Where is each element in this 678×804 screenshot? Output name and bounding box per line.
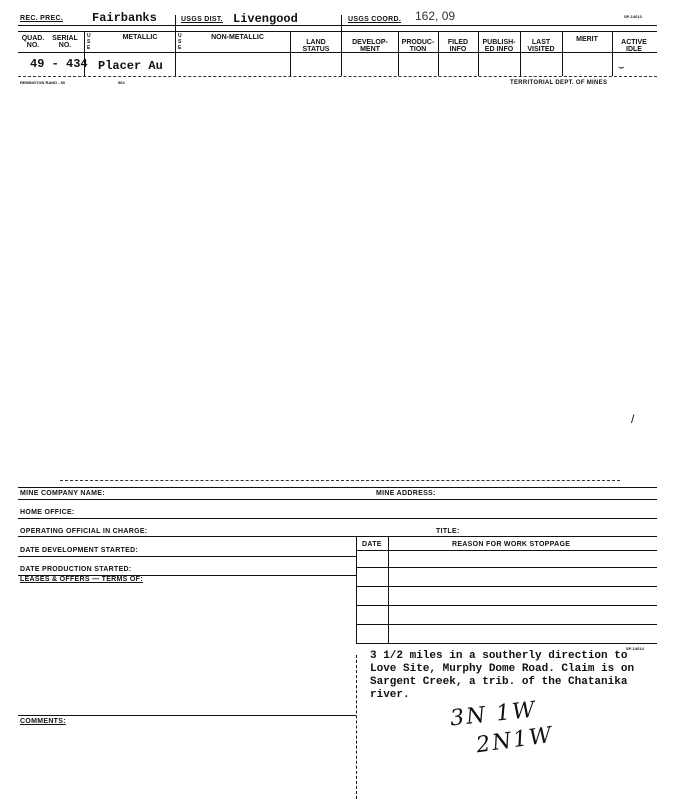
- description-line-1: 3 1/2 miles in a southerly direction to: [370, 650, 628, 662]
- col-use-1: USE: [87, 33, 91, 51]
- top-line-1: [18, 25, 657, 26]
- col-filed-info: FILED INFO: [447, 39, 469, 53]
- top-line-4: [18, 76, 657, 77]
- row-quad-serial: 49 - 434: [30, 57, 88, 71]
- date-production-label: DATE PRODUCTION STARTED:: [20, 566, 132, 573]
- bottom-card: [0, 470, 678, 804]
- line-comments-top: [18, 715, 356, 716]
- rec-prec-value: Fairbanks: [92, 11, 157, 25]
- stoppage-vdiv-mid: [388, 536, 389, 644]
- col-metallic: METALLIC: [122, 34, 158, 41]
- top-card: [0, 0, 678, 100]
- bottom-form-number: SP-14014: [626, 646, 644, 651]
- stoppage-vdiv-left: [356, 536, 357, 644]
- stray-mark: /: [631, 412, 635, 426]
- col-published-info: PUBLISH- ED INFO: [482, 39, 516, 53]
- col-use-2: USE: [178, 33, 182, 51]
- vdiv-4: [341, 15, 342, 76]
- line-official: [18, 536, 657, 537]
- stoppage-date-header: DATE: [362, 541, 382, 548]
- vdiv-8: [520, 31, 521, 76]
- vdiv-7: [478, 31, 479, 76]
- stoppage-header-line: [356, 550, 657, 551]
- col-serial-no: SERIAL NO.: [52, 35, 78, 49]
- vdiv-3: [290, 31, 291, 76]
- usgs-coord-value: 162, 09: [415, 9, 456, 23]
- stoppage-row-4: [356, 624, 657, 625]
- col-land-status: LAND STATUS: [302, 39, 330, 53]
- vdiv-6: [438, 31, 439, 76]
- col-non-metallic: NON-METALLIC: [211, 34, 264, 41]
- handwritten-township-1: 3N 1W: [448, 697, 538, 732]
- stoppage-row-2: [356, 586, 657, 587]
- handwritten-township-2: 2N1W: [474, 722, 556, 759]
- col-last-visited: LAST VISITED: [527, 39, 555, 53]
- title-label: TITLE:: [436, 528, 460, 535]
- mine-address-label: MINE ADDRESS:: [376, 490, 436, 497]
- description-line-4: river.: [370, 689, 410, 701]
- leases-label: LEASES & OFFERS — TERMS OF:: [20, 576, 143, 583]
- vdiv-2: [175, 15, 176, 76]
- rec-prec-label: REC. PREC.: [20, 15, 64, 22]
- col-quad-no: QUAD. NO.: [21, 35, 45, 49]
- stoppage-reason-header: REASON FOR WORK STOPPAGE: [452, 541, 571, 548]
- stoppage-row-3: [356, 605, 657, 606]
- col-production: PRODUC- TION: [401, 39, 435, 53]
- line-company: [18, 499, 657, 500]
- description-block: [370, 650, 670, 702]
- vdiv-5: [398, 31, 399, 76]
- description-line-2: Love Site, Murphy Dome Road. Claim is on: [370, 663, 635, 675]
- date-development-label: DATE DEVELOPMENT STARTED:: [20, 547, 139, 554]
- comments-vdiv: [356, 655, 357, 799]
- line-home-office: [18, 518, 657, 519]
- mine-company-name-label: MINE COMPANY NAME:: [20, 490, 105, 497]
- bottom-top-line: [18, 487, 657, 488]
- home-office-label: HOME OFFICE:: [20, 509, 75, 516]
- col-active-idle: ACTIVE IDLE: [621, 39, 647, 53]
- usgs-dist-label: USGS DIST.: [181, 16, 223, 23]
- vdiv-9: [562, 31, 563, 76]
- printer-code: 562: [118, 80, 125, 85]
- col-development: DEVELOP- MENT: [352, 39, 388, 53]
- operating-official-label: OPERATING OFFICIAL IN CHARGE:: [20, 528, 148, 535]
- usgs-dist-value: Livengood: [233, 12, 298, 26]
- top-form-number: SP-14013: [624, 14, 642, 19]
- col-merit: MERIT: [576, 36, 598, 43]
- active-check-mark: ⌣: [618, 62, 625, 73]
- stoppage-row-1: [356, 567, 657, 568]
- footer-dept: TERRITORIAL DEPT. OF MINES: [510, 80, 608, 86]
- description-line-3: Sargent Creek, a trib. of the Chatanika: [370, 676, 628, 688]
- usgs-coord-label: USGS COORD.: [348, 16, 402, 23]
- line-dev: [18, 556, 356, 557]
- vdiv-10: [612, 31, 613, 76]
- bottom-top-dash: [60, 480, 620, 481]
- row-metallic: Placer Au: [98, 59, 163, 73]
- comments-label: COMMENTS:: [20, 718, 66, 725]
- stoppage-row-5: [356, 643, 657, 644]
- printer-note: REMINGTON RAND - 50: [20, 80, 66, 85]
